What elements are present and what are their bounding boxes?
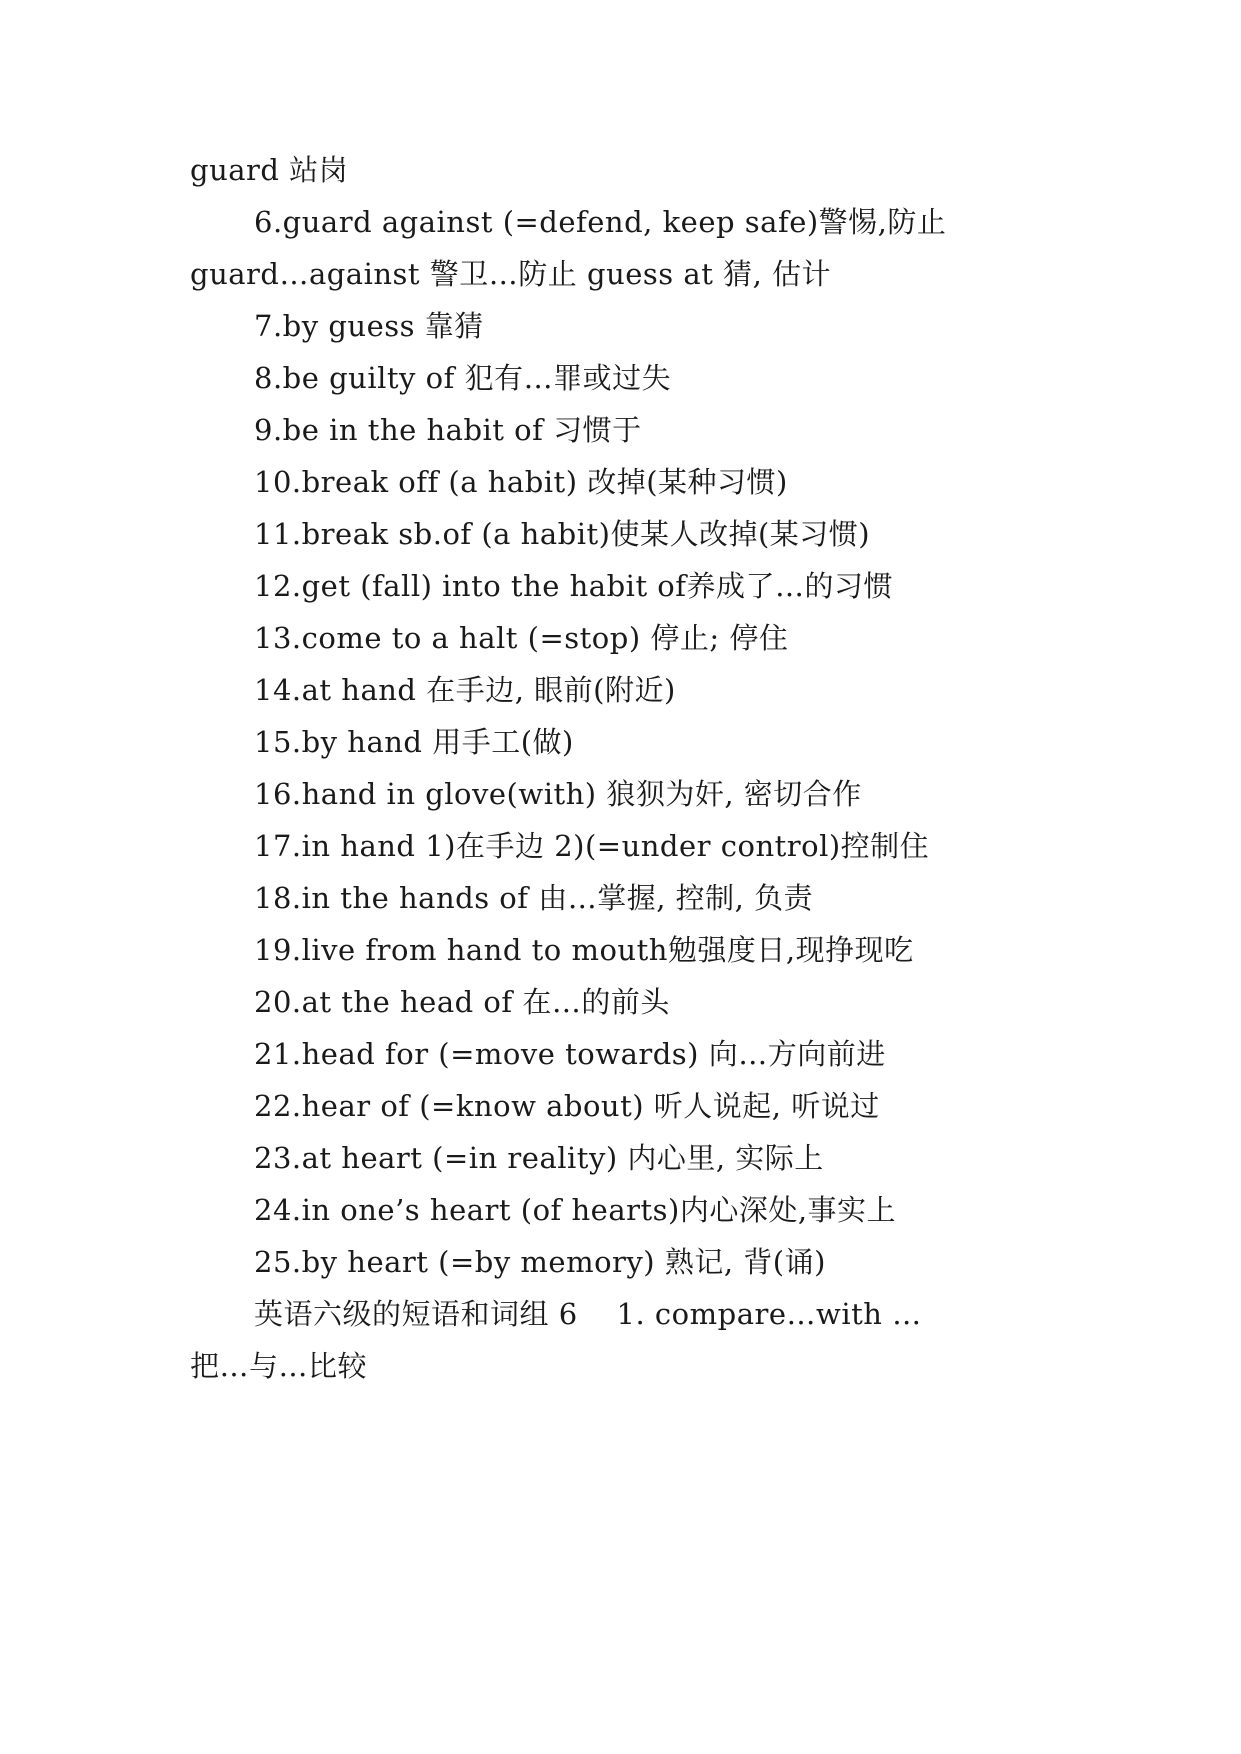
text-line: 17.in hand 1)在手边 2)(=under control)控制住 <box>254 829 930 863</box>
text-line: 12.get (fall) into the habit of养成了…的习惯 <box>254 569 894 603</box>
text-line: 6.guard against (=defend, keep safe)警惕,防止 <box>254 205 947 239</box>
text-line: 9.be in the habit of 习惯于 <box>254 413 642 447</box>
text-line: 19.live from hand to mouth勉强度日,现挣现吃 <box>254 933 914 967</box>
text-line: 14.at hand 在手边, 眼前(附近) <box>254 673 676 707</box>
text-line: 23.at heart (=in reality) 内心里, 实际上 <box>254 1141 824 1175</box>
text-line: guard…against 警卫…防止 guess at 猜, 估计 <box>190 257 832 291</box>
text-line: 22.hear of (=know about) 听人说起, 听说过 <box>254 1089 880 1123</box>
text-line: 13.come to a halt (=stop) 停止; 停住 <box>254 621 789 655</box>
text-line: 把…与…比较 <box>190 1349 368 1383</box>
text-line: 25.by heart (=by memory) 熟记, 背(诵) <box>254 1245 826 1279</box>
text-line: guard 站岗 <box>190 153 349 187</box>
text-line: 7.by guess 靠猜 <box>254 309 484 343</box>
section-heading-line: 英语六级的短语和词组 6 1. compare…with … <box>254 1297 922 1331</box>
text-line: 10.break off (a habit) 改掉(某种习惯) <box>254 465 788 499</box>
text-line: 16.hand in glove(with) 狼狈为奸, 密切合作 <box>254 777 862 811</box>
text-line: 8.be guilty of 犯有…罪或过失 <box>254 361 672 395</box>
text-line: 21.head for (=move towards) 向…方向前进 <box>254 1037 886 1071</box>
text-line: 20.at the head of 在…的前头 <box>254 985 670 1019</box>
text-line: 24.in one’s heart (of hearts)内心深处,事实上 <box>254 1193 897 1227</box>
text-line: 11.break sb.of (a habit)使某人改掉(某习惯) <box>254 517 871 551</box>
text-line: 15.by hand 用手工(做) <box>254 725 574 759</box>
text-line: 18.in the hands of 由…掌握, 控制, 负责 <box>254 881 814 915</box>
